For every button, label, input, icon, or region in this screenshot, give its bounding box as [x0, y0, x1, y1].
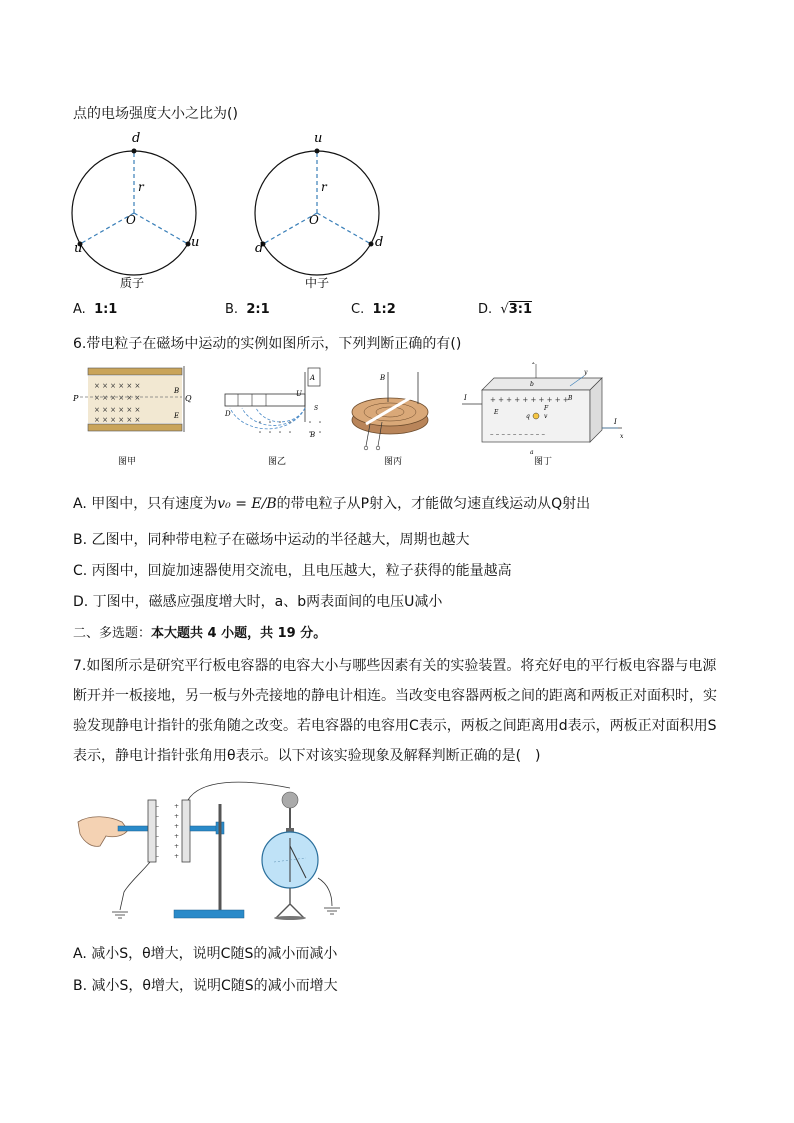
neutron-center-label: O	[309, 213, 319, 227]
proton-top-label: d	[132, 131, 141, 146]
q7-stem-line-1: 7.如图所示是研究平行板电容器的电容大小与哪些因素有关的实验装置。将充好电的平行板电容器与电源	[73, 658, 717, 674]
neutron-bl-label: d	[255, 241, 264, 256]
proton-br-label: u	[191, 235, 200, 250]
velocity-formula: v₀ = E/B	[217, 496, 277, 512]
q6-option-c[interactable]: C. 丙图中，回旋加速器使用交流电，且电压越大，粒子获得的能量越高	[73, 563, 512, 579]
neutron-caption: 中子	[305, 276, 330, 290]
svg-text:+ + + + + + + + + +: + + + + + + + + + +	[490, 396, 569, 404]
svg-text:× × × × × ×: × × × × × ×	[94, 406, 141, 414]
svg-text:× × × × × ×: × × × × × ×	[94, 382, 141, 390]
q7-stem-line-3: 验发现静电计指针的张角随之改变。若电容器的电容用C表示，两板之间距离用d表示，两板正对面积用S	[73, 718, 717, 734]
svg-text:E: E	[174, 412, 180, 420]
q5-stem-tail: 点的电场强度大小之比为()	[73, 106, 238, 122]
neutron-diagram	[255, 131, 383, 290]
q6-option-d[interactable]: D. 丁图中，磁感应强度增大时，a、b两表面间的电压U减小	[73, 594, 443, 610]
svg-text:P: P	[73, 394, 79, 403]
figure-jia	[72, 366, 192, 467]
figure-ding	[462, 362, 624, 467]
svg-text:z: z	[532, 362, 536, 366]
svg-text:–: –	[156, 833, 159, 840]
svg-text:+: +	[174, 833, 180, 840]
neutron-radius-label: r	[321, 180, 327, 194]
svg-text:× × × × × ×: × × × × × ×	[94, 394, 141, 402]
q5-option-c[interactable]: C. 1:2	[351, 302, 396, 317]
q6-stem: 6.带电粒子在磁场中运动的实例如图所示，下列判断正确的有()	[73, 336, 462, 352]
q7-option-a[interactable]: A. 减小S，θ增大，说明C随S的减小而减小	[73, 946, 338, 962]
svg-text:E: E	[494, 409, 499, 416]
svg-text:F: F	[544, 405, 549, 412]
svg-text:× × × × × ×: × × × × × ×	[94, 416, 141, 424]
q6-option-b[interactable]: B. 乙图中，同种带电粒子在磁场中运动的半径越大，周期也越大	[73, 532, 470, 548]
neutron-br-label: d	[375, 235, 384, 250]
svg-text:b: b	[530, 381, 534, 388]
svg-text:I: I	[464, 394, 467, 402]
svg-text:B: B	[380, 374, 386, 382]
svg-text:B: B	[310, 431, 316, 439]
q7-stem-line-4: 表示，静电计指针张角用θ表示。以下对该实验现象及解释判断正确的是( )	[73, 748, 541, 764]
svg-text:+: +	[174, 803, 180, 810]
q5-quark-figure	[60, 128, 400, 293]
svg-text:x: x	[620, 433, 624, 440]
svg-text:S: S	[314, 405, 319, 412]
proton-caption: 质子	[120, 276, 145, 290]
svg-text:B: B	[568, 395, 573, 402]
svg-text:+: +	[174, 843, 180, 850]
svg-text:a: a	[530, 449, 534, 456]
svg-text:A: A	[310, 374, 316, 382]
figure-bing	[352, 372, 428, 467]
svg-text:Q: Q	[185, 394, 192, 403]
svg-text:B: B	[174, 387, 180, 395]
q6-figures	[70, 362, 630, 474]
q6-option-a[interactable]: A. 甲图中，只有速度为v₀ = E/B的带电粒子从P射入，才能做匀速直线运动从Q射出	[73, 496, 591, 512]
sqrt-symbol: √	[500, 302, 509, 317]
neutron-top-label: u	[314, 131, 323, 146]
q7-apparatus-figure	[70, 774, 360, 934]
caption-yi: 图乙	[268, 457, 287, 467]
caption-jia: 图甲	[118, 457, 137, 467]
q5-option-d[interactable]: D. √3:1	[478, 302, 533, 317]
q5-option-a[interactable]: A. 1:1	[73, 302, 118, 317]
svg-text:q: q	[526, 413, 530, 420]
figure-yi	[224, 368, 321, 467]
svg-text:D: D	[225, 410, 231, 418]
q7-option-b[interactable]: B. 减小S，θ增大，说明C随S的减小而增大	[73, 978, 338, 994]
svg-text:+: +	[174, 853, 180, 860]
svg-text:– – – – – – – – – –: – – – – – – – – – –	[490, 430, 546, 438]
svg-text:U: U	[296, 390, 302, 398]
svg-text:v: v	[544, 413, 548, 420]
q5-option-b[interactable]: B. 2:1	[225, 302, 270, 317]
proton-center-label: O	[126, 213, 136, 227]
svg-text:I: I	[614, 418, 617, 426]
section2-header: 二、多选题：本大题共 4 小题，共 19 分。	[73, 626, 327, 641]
svg-text:–: –	[156, 813, 159, 820]
q7-stem-line-2: 断开并一板接地，另一板与外壳接地的静电计相连。当改变电容器两板之间的距离和两板正对面积时，实	[73, 688, 717, 704]
svg-text:y: y	[584, 369, 588, 376]
proton-bl-label: u	[74, 241, 83, 256]
svg-text:–: –	[156, 843, 159, 850]
svg-text:–: –	[156, 803, 159, 810]
svg-text:–: –	[156, 853, 159, 860]
svg-text:+: +	[174, 813, 180, 820]
caption-bing: 图丙	[384, 457, 403, 467]
proton-radius-label: r	[138, 180, 144, 194]
svg-text:–: –	[156, 823, 159, 830]
caption-ding: 图丁	[534, 457, 553, 467]
svg-text:+: +	[174, 823, 180, 830]
proton-diagram	[72, 131, 199, 290]
